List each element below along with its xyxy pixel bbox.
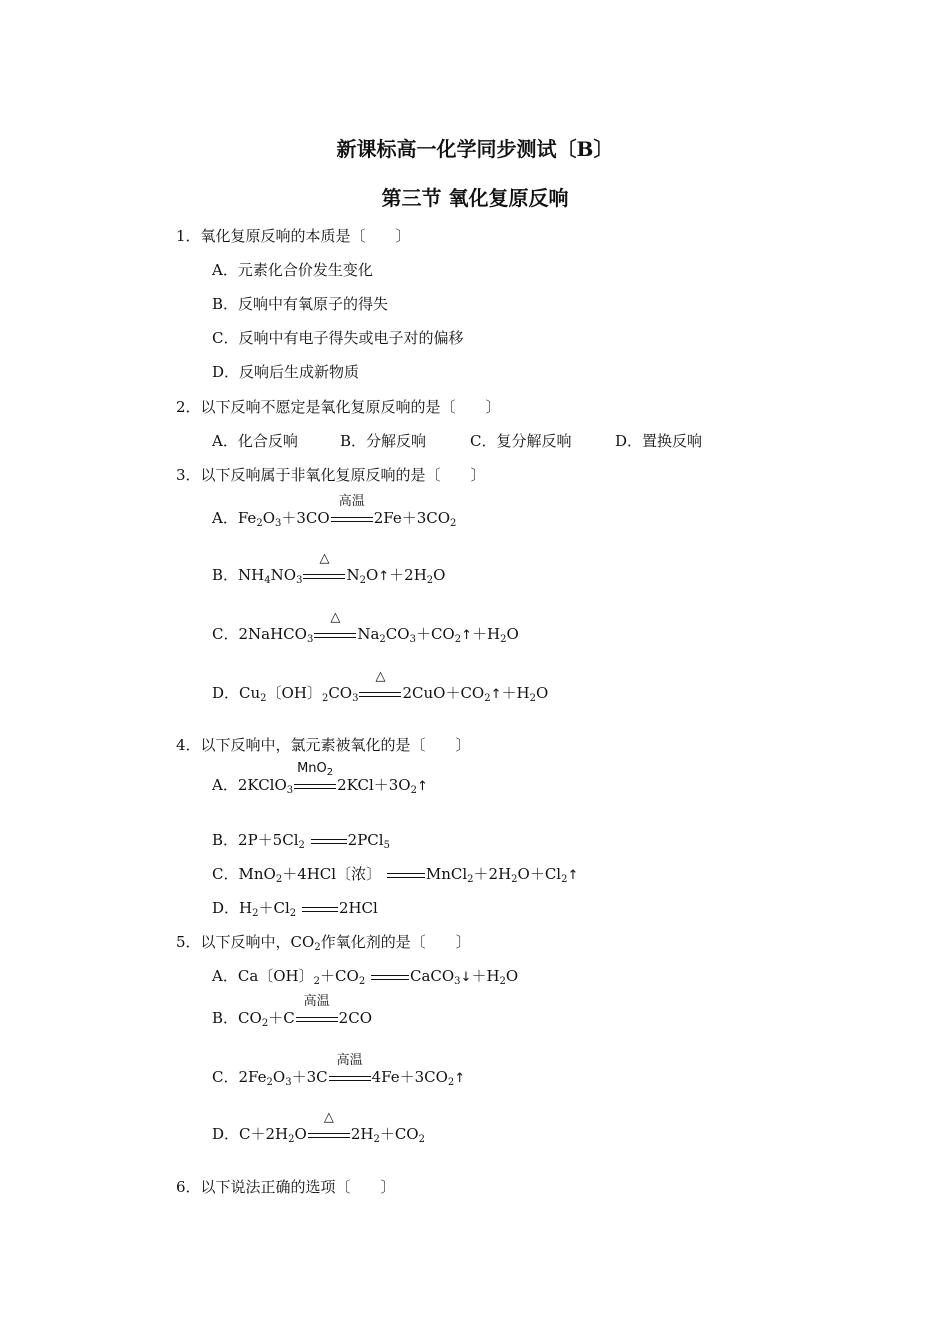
option-label: A． [212,967,238,985]
q4-option-d: D．$H_2+Cl_2$ 2HCl [212,899,378,919]
q3-stem: 3．以下反响属于非氧化复原反响的是〔 〕 [176,466,486,484]
reaction-condition: △ [314,625,356,645]
option-label: C． [212,625,239,643]
q2-option-a: A．化合反响 [212,432,298,450]
q4-stem: 4．以下反响中，氯元素被氧化的是〔 〕 [176,736,471,754]
q1-option-d: D．反响后生成新物质 [212,363,360,381]
option-label: B． [212,566,239,584]
option-label: C． [212,865,239,883]
reaction-equals [302,899,338,919]
reaction-condition: △ [303,566,345,586]
section-title: 第三节 氧化复原反响 [381,186,569,210]
reaction-condition: △ [359,684,401,704]
q5-option-a: A．Ca〔OH〕$_2+CO_2$ $CaCO_3↓+H_2O$ [212,967,519,987]
page-title: 新课标高一化学同步测试〔B〕 [336,137,614,161]
q2-option-d: D．置换反响 [615,432,703,450]
q1-stem: 1．氧化复原反响的本质是〔 〕 [176,227,411,245]
q1-option-c: C．反响中有电子得失或电子对的偏移 [212,329,464,347]
q2-stem: 2．以下反响不愿定是氧化复原反响的是〔 〕 [176,398,501,416]
q4-option-b: B．$2P+5Cl_2$ 2PCl$_5$ [212,831,390,851]
q3-option-b: B．$NH_4NO_3$ △ $N_2O↑+2H_2O$ [212,551,446,586]
reaction-condition: 高温 [296,1009,338,1029]
reaction-condition: 高温 [329,1068,371,1088]
option-label: B． [212,831,239,849]
option-label: C． [212,1068,239,1086]
q2-option-b: B．分解反响 [340,432,427,450]
option-label: B． [212,1009,239,1027]
q6-stem: 6．以下说法正确的选项〔 〕 [176,1178,396,1196]
reaction-equals [311,831,347,851]
option-label: D． [212,899,240,917]
option-label: D． [212,684,240,702]
reaction-condition: MnO$_2$ [294,776,336,796]
q1-option-b: B．反响中有氧原子的得失 [212,295,389,313]
q5-stem: 5．以下反响中，$CO_2$作氧化剂的是〔 〕 [176,933,471,953]
reaction-condition: 高温 [331,509,373,529]
reaction-condition: △ [308,1125,350,1145]
q3-option-d: D．$Cu_2$〔OH〕$_2CO_3$ △ $2CuO+CO_2↑+H_2O$ [212,669,549,704]
q2-option-c: C．复分解反响 [470,432,572,450]
q4-option-a: A．2KClO$_3$ MnO$_2$ $2KCl+3O_2↑$ [212,761,428,796]
q3-option-c: C．2NaHCO$_3$ △ $Na_2CO_3+CO_2↑+H_2O$ [212,610,519,645]
q1-option-a: A．元素化合价发生变化 [212,261,373,279]
q4-option-c: C．MnO$_2$＋4HCl〔浓〕 $MnCl_2+2H_2O+Cl_2↑$ [212,865,579,885]
q5-option-d: D．$C+2H_2O$ △ $2H_2+CO_2$ [212,1110,425,1145]
q5-option-b: B．$CO_2+C$ 高温 2CO [212,994,372,1029]
option-label: D． [212,1125,240,1143]
reaction-equals [371,967,409,987]
option-label: A． [212,509,238,527]
option-label: A． [212,776,238,794]
q3-option-a: A．$Fe_2O_3+3CO$ 高温 $2Fe+3CO_2$ [212,494,457,529]
q5-option-c: C．$2Fe_2O_3+3C$ 高温 $4Fe+3CO_2↑$ [212,1053,466,1088]
reaction-equals [387,865,425,885]
